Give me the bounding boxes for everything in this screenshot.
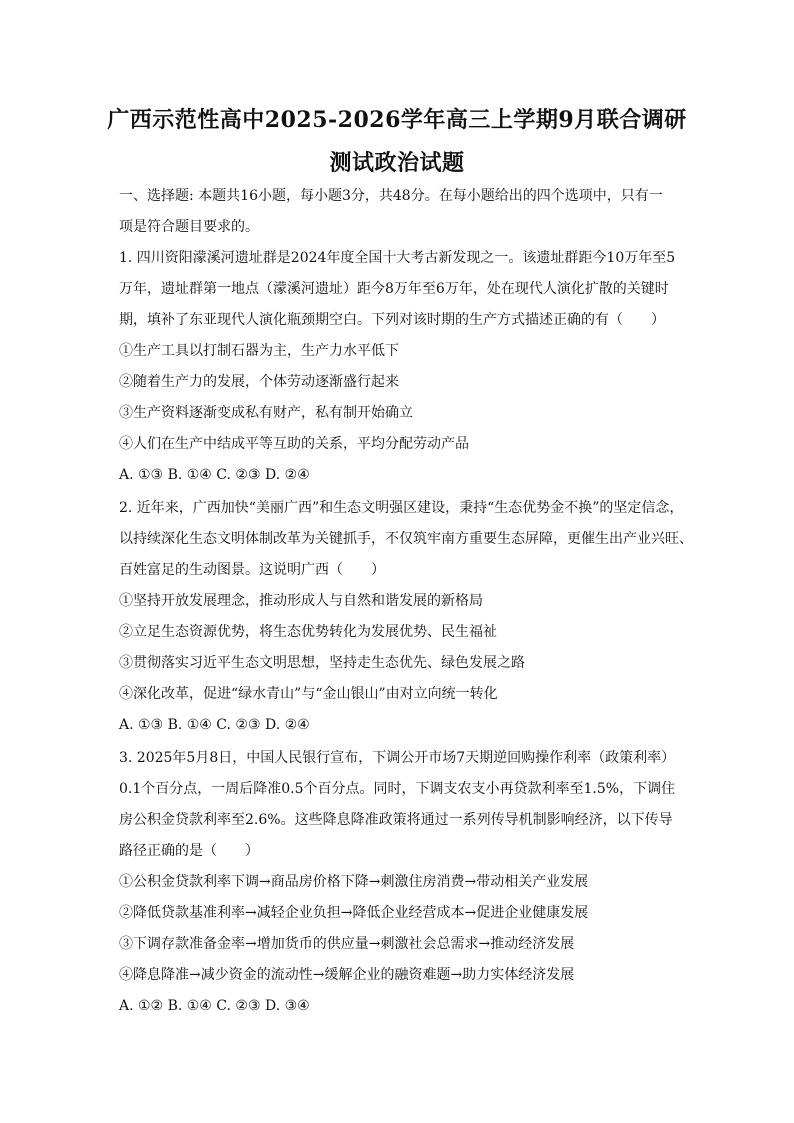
q2-option-1: ①坚持开放发展理念，推动形成人与自然和谐发展的新格局 xyxy=(119,593,483,609)
section-intro-line-1: 一、选择题: 本题共16小题，每小题3分，共48分。在每小题给出的四个选项中，只有一 xyxy=(119,188,663,204)
title-line-1: 广西示范性高中2025-2026学年高三上学期9月联合调研 xyxy=(107,107,687,133)
q3-stem-line-1: 3. 2025年5月8日，中国人民银行宣布，下调公开市场7天期逆回购操作利率（政策利率） xyxy=(119,750,676,766)
q2-stem-line-1: 2. 近年来，广西加快“美丽广西”和生态文明强区建设，秉持“生态优势金不换”的坚定信念， xyxy=(119,500,684,516)
q3-stem-line-2: 0.1个百分点，一周后降准0.5个百分点。同时，下调支农支小再贷款利率至1.5%，下调住 xyxy=(119,781,676,797)
q1-option-2: ②随着生产力的发展，个体劳动逐渐盛行起来 xyxy=(119,374,399,390)
q1-stem-line-1: 1. 四川资阳濛溪河遗址群是2024年度全国十大考古新发现之一。该遗址群距今10万年至5 xyxy=(119,250,676,266)
q2-option-4: ④深化改革，促进“绿水青山”与“金山银山”由对立向统一转化 xyxy=(119,686,498,702)
q1-stem-line-2: 万年，遗址群第一地点（濛溪河遗址）距今8万年至6万年，处在现代人演化扩散的关键时 xyxy=(119,281,669,297)
q3-choices: A. ①② B. ①④ C. ②③ D. ③④ xyxy=(119,998,310,1014)
q1-option-1: ①生产工具以打制石器为主，生产力水平低下 xyxy=(119,343,399,359)
q1-stem-line-3: 期，填补了东亚现代人演化瓶颈期空白。下列对该时期的生产方式描述正确的有（ ） xyxy=(119,312,665,328)
q3-option-3: ③下调存款准备金率→增加货币的供应量→刺激社会总需求→推动经济发展 xyxy=(119,936,575,952)
q3-option-2: ②降低贷款基准利率→减轻企业负担→降低企业经营成本→促进企业健康发展 xyxy=(119,905,589,921)
q3-option-1: ①公积金贷款利率下调→商品房价格下降→刺激住房消费→带动相关产业发展 xyxy=(119,874,589,890)
q3-stem-line-3: 房公积金贷款利率至2.6%。这些降息降准政策将通过一系列传导机制影响经济，以下传导 xyxy=(119,812,673,828)
title-line-2: 测试政治试题 xyxy=(329,150,465,176)
q2-stem-line-3: 百姓富足的生动图景。这说明广西（ ） xyxy=(119,562,385,578)
q1-choices: A. ①③ B. ①④ C. ②③ D. ②④ xyxy=(119,467,310,483)
q3-stem-line-4: 路径正确的是（ ） xyxy=(119,843,259,859)
q3-option-4: ④降息降准→减少资金的流动性→缓解企业的融资难题→助力实体经济发展 xyxy=(119,967,575,983)
section-intro-line-2: 项是符合题目要求的。 xyxy=(119,219,259,235)
q2-option-3: ③贯彻落实习近平生态文明思想，坚持走生态优先、绿色发展之路 xyxy=(119,655,525,671)
q1-option-3: ③生产资料逐渐变成私有财产，私有制开始确立 xyxy=(119,405,413,421)
q2-choices: A. ①③ B. ①④ C. ②③ D. ②④ xyxy=(119,717,310,733)
q1-option-4: ④人们在生产中结成平等互助的关系，平均分配劳动产品 xyxy=(119,436,469,452)
q2-stem-line-2: 以持续深化生态文明体制改革为关键抓手，不仅筑牢南方重要生态屏障，更催生出产业兴旺、 xyxy=(119,531,693,547)
q2-option-2: ②立足生态资源优势，将生态优势转化为发展优势、民生福祉 xyxy=(119,624,497,640)
